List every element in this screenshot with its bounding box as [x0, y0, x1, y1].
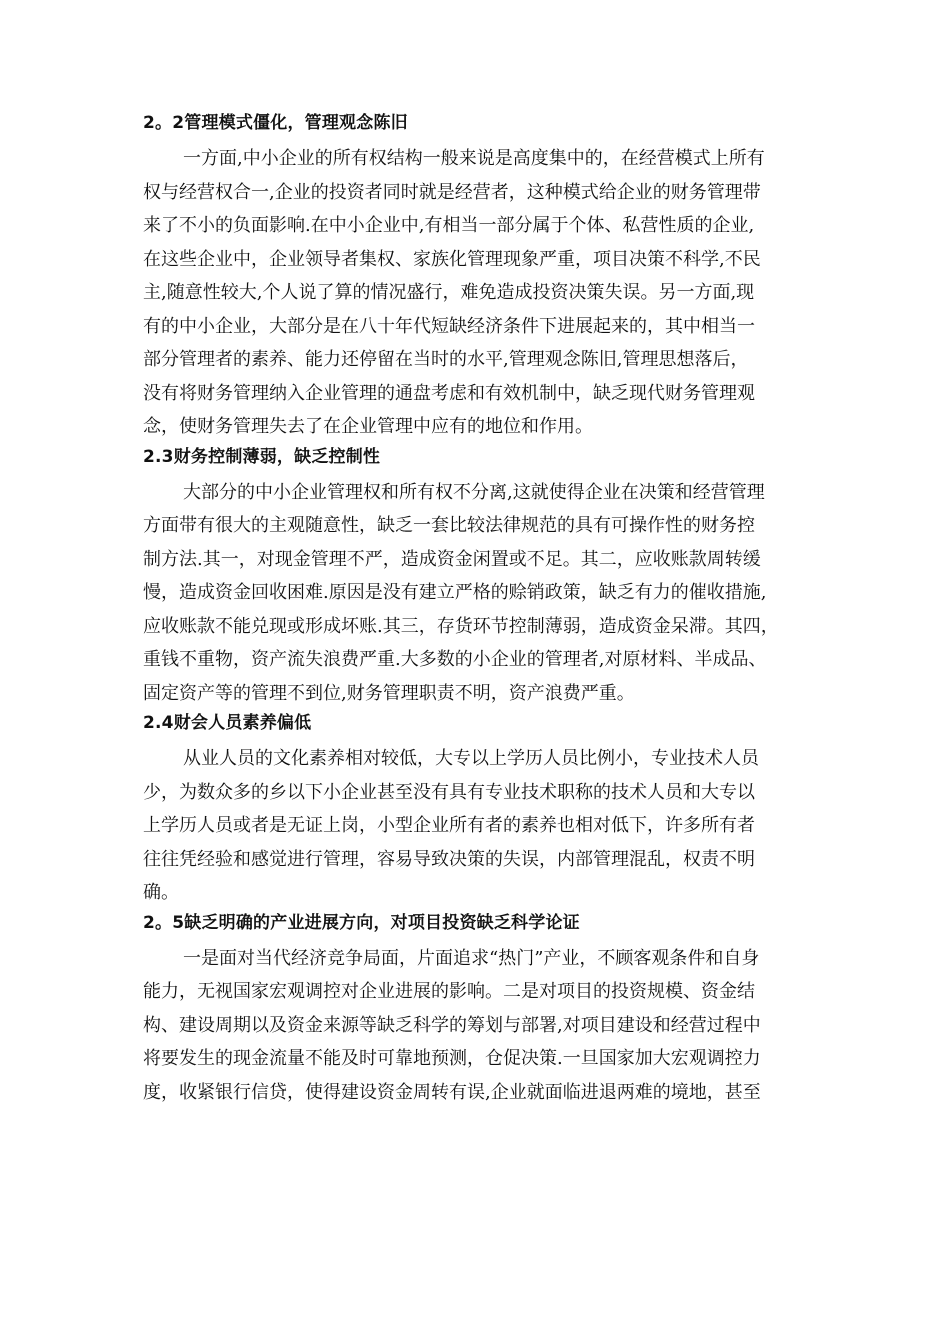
- section-heading: 2.3财务控制薄弱，缺乏控制性: [143, 446, 381, 467]
- paragraph-line: 上学历人员或者是无证上岗，小型企业所有者的素养也相对低下，许多所有者: [143, 815, 755, 836]
- paragraph-line: 将要发生的现金流量不能及时可靠地预测，仓促决策.一旦国家加大宏观调控力: [143, 1048, 761, 1069]
- paragraph-line: 方面带有很大的主观随意性，缺乏一套比较法律规范的具有可操作性的财务控: [143, 515, 755, 536]
- paragraph-line: 来了不小的负面影响.在中小企业中,有相当一部分属于个体、私营性质的企业,: [143, 215, 755, 236]
- paragraph-line: 念，使财务管理失去了在企业管理中应有的地位和作用。: [143, 416, 593, 437]
- paragraph-line: 重钱不重物，资产流失浪费严重.大多数的小企业的管理者,对原材料、半成品、: [143, 649, 767, 670]
- paragraph-line: 部分管理者的素养、能力还停留在当时的水平,管理观念陈旧,管理思想落后，: [143, 349, 749, 370]
- paragraph-line: 主,随意性较大,个人说了算的情况盛行，难免造成投资决策失误。另一方面,现: [143, 282, 755, 303]
- paragraph-line: 少，为数众多的乡以下小企业甚至没有具有专业技术职称的技术人员和大专以: [143, 781, 755, 803]
- paragraph-line: 度，收紧银行信贷，使得建设资金周转有误,企业就面临进退两难的境地，甚至: [143, 1081, 761, 1103]
- section-heading: 2。2管理模式僵化，管理观念陈旧: [143, 113, 408, 133]
- paragraph-line: 确。: [143, 882, 179, 903]
- paragraph-line: 制方法.其一，对现金管理不严，造成资金闲置或不足。其二，应收账款周转缓: [143, 548, 761, 570]
- paragraph-line: 一方面,中小企业的所有权结构一般来说是高度集中的，在经营模式上所有: [183, 148, 765, 169]
- paragraph-line: 构、建设周期以及资金来源等缺乏科学的筹划与部署,对项目建设和经营过程中: [143, 1014, 761, 1036]
- section-heading: 2。5缺乏明确的产业进展方向，对项目投资缺乏科学论证: [143, 912, 580, 933]
- body-paragraph: [143, 476, 807, 711]
- body-paragraph: [143, 742, 807, 910]
- document-page: [143, 112, 807, 1111]
- paragraph-line: 从业人员的文化素养相对较低，大专以上学历人员比例小，专业技术人员: [183, 748, 759, 769]
- paragraph-line: 有的中小企业，大部分是在八十年代短缺经济条件下进展起来的，其中相当一: [143, 315, 755, 337]
- paragraph-line: 往往凭经验和感觉进行管理，容易导致决策的失误，内部管理混乱，权责不明: [143, 848, 755, 870]
- paragraph-line: 大部分的中小企业管理权和所有权不分离,这就使得企业在决策和经营管理: [183, 481, 765, 503]
- section-2-4: [143, 712, 807, 910]
- paragraph-line: 权与经营权合一,企业的投资者同时就是经营者，这种模式给企业的财务管理带: [143, 181, 761, 203]
- paragraph-line: 能力，无视国家宏观调控对企业进展的影响。二是对项目的投资规模、资金结: [143, 981, 755, 1002]
- section-heading: 2.4财会人员素养偏低: [143, 713, 312, 733]
- paragraph-line: 在这些企业中，企业领导者集权、家族化管理现象严重，项目决策不科学,不民: [143, 248, 761, 270]
- paragraph-line: 一是面对当代经济竞争局面，片面追求“热门”产业，不顾客观条件和自身: [183, 947, 760, 969]
- paragraph-line: 慢，造成资金回收困难.原因是没有建立严格的赊销政策，缺乏有力的催收措施,: [143, 582, 767, 603]
- section-2-2: [143, 112, 807, 444]
- section-2-5: [143, 912, 807, 1110]
- paragraph-line: 应收账款不能兑现或形成坏账.其三，存货环节控制薄弱，造成资金呆滞。其四，: [143, 615, 779, 637]
- body-paragraph: [143, 142, 807, 444]
- body-paragraph: [143, 942, 807, 1110]
- paragraph-line: 固定资产等的管理不到位,财务管理职责不明，资产浪费严重。: [143, 682, 635, 704]
- paragraph-line: 没有将财务管理纳入企业管理的通盘考虑和有效机制中，缺乏现代财务管理观: [143, 382, 755, 404]
- section-2-3: [143, 446, 807, 711]
